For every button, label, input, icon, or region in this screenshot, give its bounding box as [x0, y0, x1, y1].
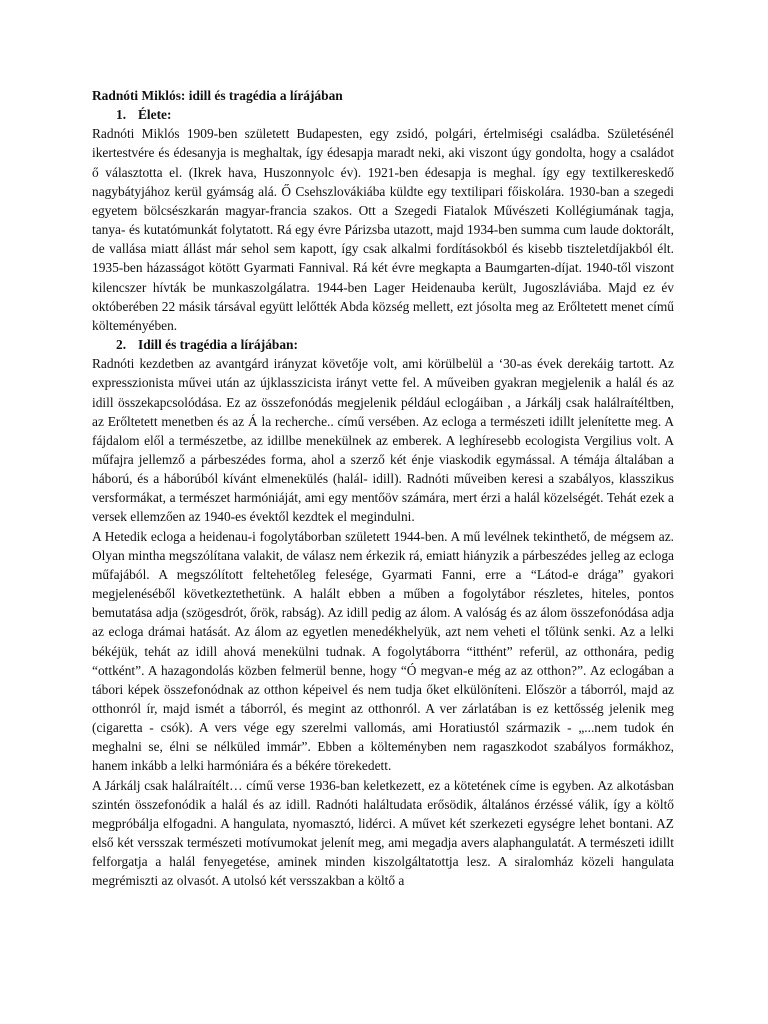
section-number: 2.	[116, 337, 127, 353]
section-number: 1.	[116, 107, 127, 123]
paragraph-life: Radnóti Miklós 1909-ben született Budapesten, egy zsidó, polgári, értelmiségi családba. Születésénél ikertestvére és édesanyja is meghaltak, így édesapja maradt neki, aki viszont úgy gondolta, hogy a családot ő választotta el. (Ikrek hava, Huszonnyolc év). 1921-ben édesapja is meghal. így egy textilkereskedő nagybátyjához kerül gyámság alá. Ő Csehszlovákiába küldte egy textilipari főiskolára. 1930-ban a szegedi egyetem bölcsészkarán magyar-francia szakos. Ott a Szegedi Fiatalok Művészeti Kollégiumának tagja, tanya- és kutatómunkát folytatott. Rá egy évre Párizsba utazott, majd 1934-ben summa cum laude doktorált, de vallása miatt állást már sehol sem kapott, így csak alkalmi fordításokból és kisebb tiszteletdíjakból élt. 1935-ben házasságot kötött Gyarmati Fannival. Rá két évre megkapta a Baumgarten-díjat. 1940-től viszont kilencszer hívták be munkaszolgálatra. 1944-ben Lager Heidenauba került, Jugoszláviába. Majd ez év októberében 22 másik társával együtt lelőtték Abda község mellett, ezt jósolta meg az Erőltetett menet című költeményében.	[92, 126, 674, 333]
document-title: Radnóti Miklós: idill és tragédia a lírájában	[92, 88, 343, 103]
section-heading-text: Élete:	[138, 107, 172, 123]
paragraph-jarkalj-csak: A Járkálj csak halálraítélt… című verse 1936-ban keletkezett, ez a kötetének címe is egyben. Az alkotásban szintén összefonódik a halál és az idill. Radnóti haláltudata erősödik, általános érzéssé válik, így a költő megpróbálja elfogadni. A hangulata, nyomasztó, lidérci. A művet két szerkezeti egységre lehet bontani. AZ első két versszak természeti motívumokat jelenít meg, ami megadja avers alaphangulatát. A természeti idillt felforgatja a halál fenyegetése, aminek minden kiszolgáltatottja lesz. A siralomház közeli hangulata megrémiszti az olvasót. A utolsó két versszakban a költő a	[92, 777, 674, 889]
section-heading-idyll	[92, 335, 674, 354]
section-heading-life	[92, 105, 674, 124]
document-page	[92, 86, 674, 891]
paragraph-idyll-intro: Radnóti kezdetben az avantgárd irányzat követője volt, ami körülbelül a ‘30-as évek derekáig tartott. Az expresszionista művei után az újklasszicista irányt vette fel. A műveiben gyakran megjelenik a halál és az idill összekapcsolódása. Ez az összefonódás megjelenik például eclogáiban , a Járkálj csak halálraítéltben, az Erőltetett menetben és az Á la recherche.. című versében. Az ecloga a természeti idillt jelenítette meg. A fájdalom elől a természetbe, az idillbe menekülnek az emberek. A leghíresebb ecologista Vergilius volt. A műfajra jellemző a párbeszédes forma, ahol a szerző két énje viaskodik egymással. A témája általában a háború, és a háborúból kívánt elmenekülés (halál- idill). Radnóti műveiben keresi a szabályos, klasszikus versformákat, a természet harmóniáját, ami egy mentőöv számára, mert érzi a halál közelségét. Tehát ezek a versek ellemzően az 1940-es évektől kezdtek el megindulni.	[92, 356, 674, 525]
section-heading-text: Idill és tragédia a lírájában:	[138, 337, 298, 353]
paragraph-seventh-ecloga: A Hetedik ecloga a heidenau-i fogolytáborban született 1944-ben. A mű levélnek tekinthető, de mégsem az. Olyan mintha megszólítana valakit, de válasz nem érkezik rá, emiatt hiányzik a párbeszédes jelleg az ecloga műfajából. A megszólított feltehetőleg felesége, Gyarmati Fanni, erre a “Látod-e drága” gyakori megjelenéséből következtethetünk. A halált ebben a műben a fogolytábor részletes, hiteles, pontos bemutatása adja (szögesdrót, őrök, rabság). Az idill pedig az álom. A valóság és az álom összefonódása adja az ecloga drámai hatását. Az álom az egyetlen menedékhelyük, azt nem veheti el tőlünk senki. Az a lelki békéjük, tehát az idill ahová menekülni tudnak. A fogolytáborra “itthént” referül, az otthonára, pedig “ottként”. A hazagondolás közben felmerül benne, hogy “Ó megvan-e még az az otthon?”. Az eclogában a tábori képek összefonódnak az otthon képeivel és nem tudja őket elkülöníteni. Először a táborról, majd az otthonról ír, majd ismét a táborról, és megint az otthonról. A ver zárlatában is ez kettősség jelenik meg (cigaretta - csók). A vers vége egy szerelmi vallomás, ami Horatiustól származik - „...nem tudok én meghalni se, élni se nélküled immár”. Ebben a költeményben nem ragaszkodot szabályos formákhoz, hanem inkább a lelki harmóniára és a békére törekedett.	[92, 528, 674, 774]
